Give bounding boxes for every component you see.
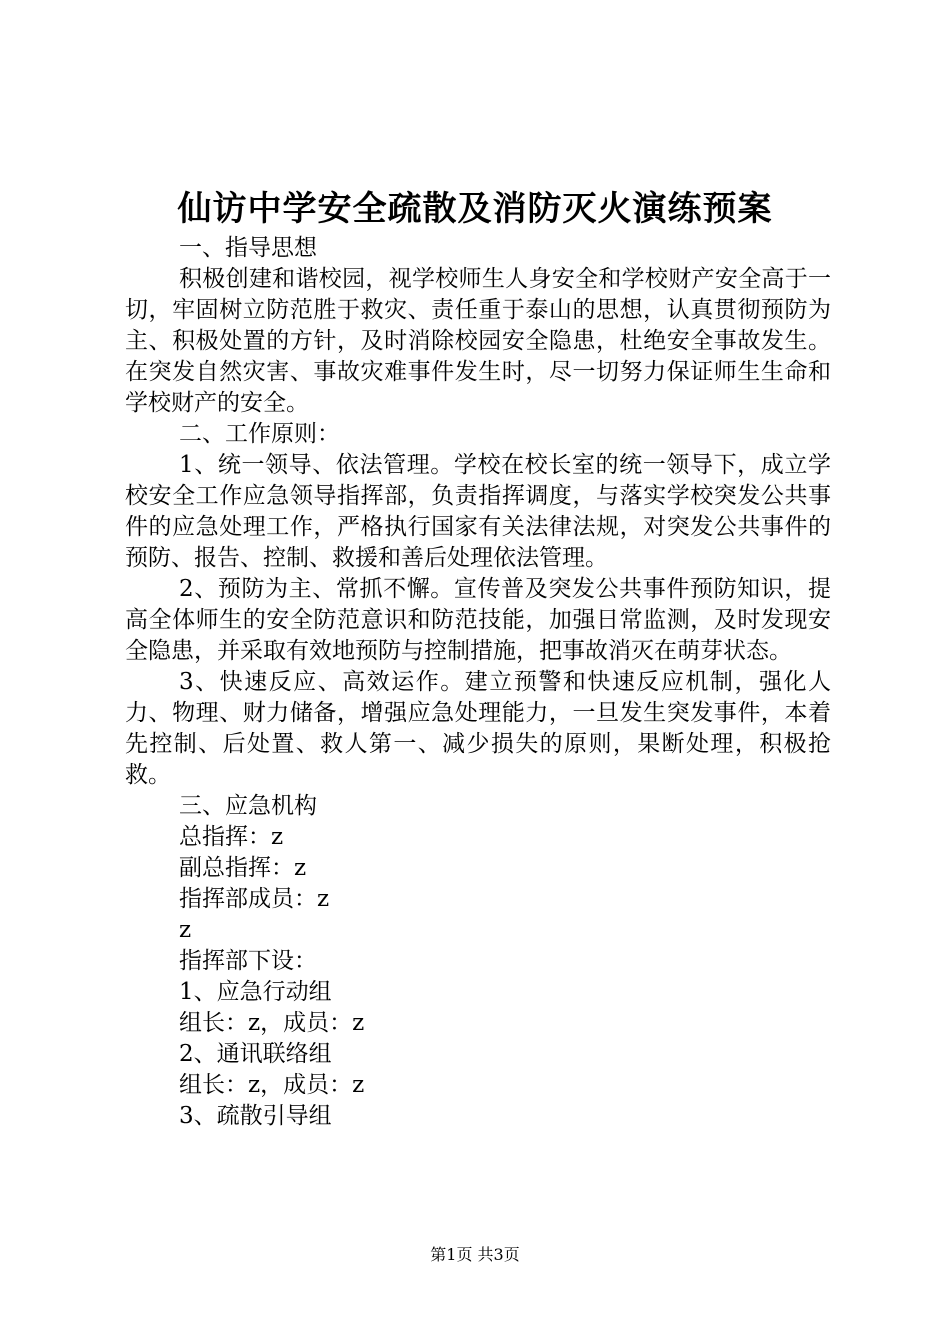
paragraph-principle-3: 3、快速反应、高效运作。建立预警和快速反应机制，强化人力、物理、财力储备，增强应急处理能力，一旦发生突发事件，本着先控制、后处置、救人第一、减少损失的原则，果断处理，积极抢救。 bbox=[125, 669, 831, 788]
paragraph-guiding-ideology: 积极创建和谐校园，视学校师生人身安全和学校财产安全高于一切，牢固树立防范胜于救灾、责任重于泰山的思想，认真贯彻预防为主、积极处置的方针，及时消除校园安全隐患，杜绝安全事故发生。在突发自然灾害、事故灾难事件发生时，尽一切努力保证师生生命和学校财产的安全。 bbox=[125, 266, 831, 416]
section-heading-work-principles: 二、工作原则： bbox=[179, 421, 340, 447]
document-body bbox=[125, 233, 831, 1132]
paragraph-principle-1: 1、统一领导、依法管理。学校在校长室的统一领导下，成立学校安全工作应急领导指挥部，负责指挥调度，与落实学校突发公共事件的应急处理工作，严格执行国家有关法律法规，对突发公共事件的预防、报告、控制、救援和善后处理依法管理。 bbox=[125, 452, 831, 571]
section-heading-guiding-ideology: 一、指导思想 bbox=[179, 235, 317, 261]
list-item: 组长：z，成员：z bbox=[179, 1010, 365, 1036]
list-item: 总指挥：z bbox=[179, 824, 284, 850]
section-heading-emergency-organization: 三、应急机构 bbox=[179, 793, 317, 819]
page-footer: 第1页 共3页 bbox=[430, 1245, 520, 1264]
paragraph-principle-2: 2、预防为主、常抓不懈。宣传普及突发公共事件预防知识，提高全体师生的安全防范意识和防范技能，加强日常监测，及时发现安全隐患，并采取有效地预防与控制措施，把事故消灭在萌芽状态。 bbox=[125, 576, 831, 664]
document-title: 仙访中学安全疏散及消防灭火演练预案 bbox=[177, 189, 773, 229]
list-item: 组长：z，成员：z bbox=[179, 1072, 365, 1098]
list-item: z bbox=[179, 917, 192, 943]
list-item: 2、通讯联络组 bbox=[179, 1041, 332, 1067]
list-item: 副总指挥：z bbox=[179, 855, 307, 881]
list-item: 指挥部下设： bbox=[179, 948, 317, 974]
list-item: 3、疏散引导组 bbox=[179, 1103, 332, 1129]
list-item: 1、应急行动组 bbox=[179, 979, 332, 1005]
list-item: 指挥部成员：z bbox=[179, 886, 330, 912]
